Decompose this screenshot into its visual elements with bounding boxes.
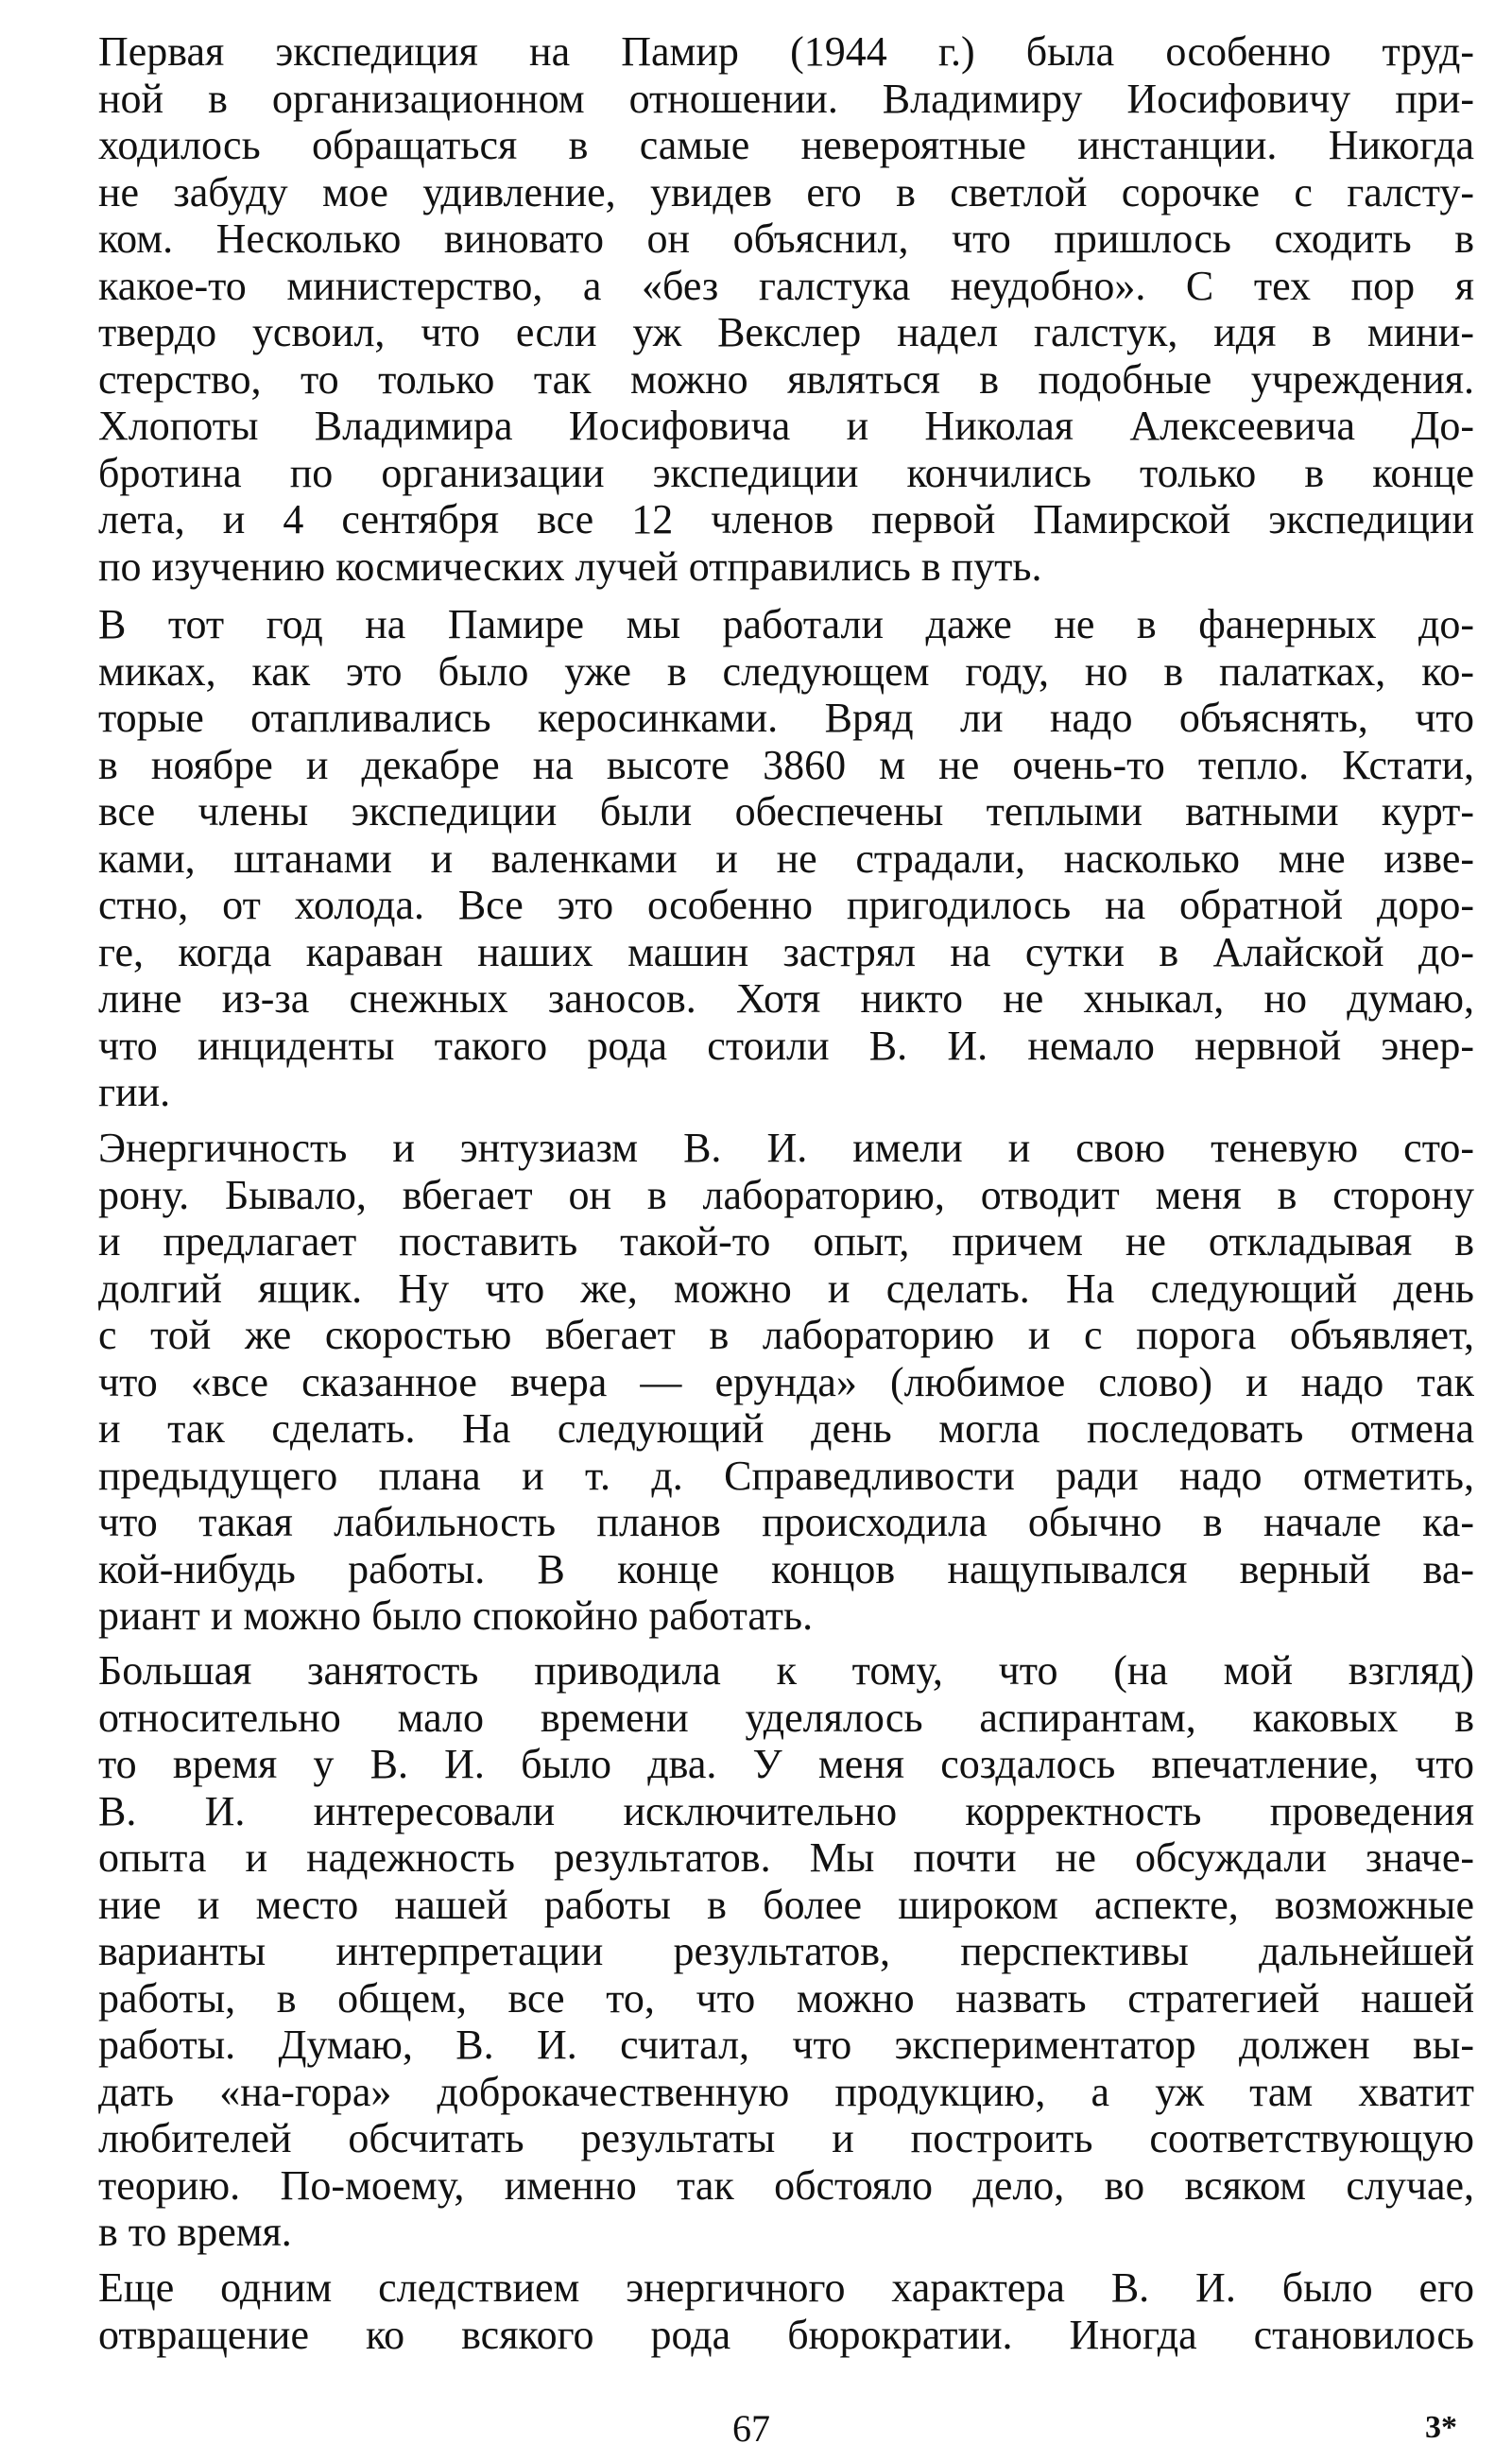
text-line: гии. bbox=[98, 1069, 171, 1115]
text-line: любителей обсчитать результаты и построить соответствующую bbox=[98, 2115, 1474, 2161]
text-line: работы. Думаю, В. И. считал, что экспериментатор должен вы- bbox=[98, 2022, 1474, 2068]
text-line: и предлагает поставить такой-то опыт, причем не откладывая в bbox=[98, 1218, 1474, 1265]
text-line: ние и место нашей работы в более широком аспекте, возможные bbox=[98, 1881, 1474, 1928]
text-line: что такая лабильность планов происходила обычно в начале ка- bbox=[98, 1499, 1474, 1545]
text-line: ной в организационном отношении. Владимиру Иосифовичу при- bbox=[98, 75, 1474, 122]
text-line: по изучению космических лучей отправились в путь. bbox=[98, 542, 1042, 590]
signature-mark: 3* bbox=[1425, 2410, 1457, 2445]
text-line: риант и можно было спокойно работать. bbox=[98, 1592, 814, 1639]
text-line: что инциденты такого рода стоили В. И. немало нервной энер- bbox=[98, 1022, 1474, 1069]
text-line: работы, в общем, все то, что можно назвать стратегией нашей bbox=[98, 1974, 1474, 2022]
text-line: В. И. интересовали исключительно корректность проведения bbox=[98, 1787, 1474, 1834]
text-line: дать «на-гора» доброкачественную продукцию, а уж там хватит bbox=[98, 2068, 1474, 2115]
text-line: что «все сказанное вчера — ерунда» (любимое слово) и надо так bbox=[98, 1358, 1474, 1405]
paragraph bbox=[98, 1647, 1474, 2256]
text-line: с той же скоростью вбегает в лабораторию и с порога объявляет, bbox=[98, 1312, 1474, 1358]
text-line: предыдущего плана и т. д. Справедливости ради надо отметить, bbox=[98, 1452, 1474, 1499]
text-line: в ноябре и декабре на высоте 3860 м не очень-то тепло. Кстати, bbox=[98, 741, 1474, 788]
paragraph bbox=[98, 1125, 1474, 1640]
text-line: относительно мало времени уделялось аспирантам, каковых в bbox=[98, 1694, 1474, 1741]
text-line: Еще одним следствием энергичного характера В. И. было его bbox=[98, 2264, 1474, 2311]
text-line: в то время. bbox=[98, 2209, 292, 2255]
text-line: какое-то министерство, а «без галстука неудобно». С тех пор я bbox=[98, 262, 1474, 309]
text-line: торые отапливались керосинками. Вряд ли надо объяснять, что bbox=[98, 695, 1474, 741]
text-line: Большая занятость приводила к тому, что (на мой взгляд) bbox=[98, 1647, 1474, 1694]
text-line: кой-нибудь работы. В конце концов нащупывался верный ва- bbox=[98, 1545, 1474, 1592]
page-number: 67 bbox=[732, 2407, 770, 2450]
paragraph bbox=[98, 2264, 1474, 2358]
text-line: стно, от холода. Все это особенно пригодилось на обратной доро- bbox=[98, 882, 1474, 928]
text-line: Первая экспедиция на Памир (1944 г.) была особенно труд- bbox=[98, 28, 1474, 75]
text-line: долгий ящик. Ну что же, можно и сделать. На следующий день bbox=[98, 1265, 1474, 1312]
text-line: отвращение ко всякого рода бюрократии. Иногда становилось bbox=[98, 2311, 1474, 2358]
text-line: варианты интерпретации результатов, перспективы дальнейшей bbox=[98, 1928, 1474, 1974]
text-line: ками, штанами и валенками и не страдали, насколько мне изве- bbox=[98, 835, 1474, 882]
text-line: лета, и 4 сентября все 12 членов первой Памирской экспедиции bbox=[98, 496, 1474, 542]
text-line: опыта и надежность результатов. Мы почти не обсуждали значе- bbox=[98, 1834, 1474, 1881]
text-line: ге, когда караван наших машин застрял на сутки в Алайской до- bbox=[98, 928, 1474, 975]
text-line: ходилось обращаться в самые невероятные инстанции. Никогда bbox=[98, 122, 1474, 168]
text-line: рону. Бывало, вбегает он в лабораторию, отводит меня в сторону bbox=[98, 1171, 1474, 1218]
paragraph bbox=[98, 403, 1474, 590]
text-line: Хлопоты Владимира Иосифовича и Николая Алексеевича До- bbox=[98, 403, 1474, 449]
text-line: все члены экспедиции были обеспечены теплыми ватными курт- bbox=[98, 788, 1474, 835]
text-line: твердо усвоил, что если уж Векслер надел галстук, идя в мини- bbox=[98, 309, 1474, 355]
page-footer bbox=[0, 2406, 1512, 2453]
text-line: Энергичность и энтузиазм В. И. имели и свою теневую сто- bbox=[98, 1125, 1474, 1171]
text-line: стерство, то только так можно являться в подобные учреждения. bbox=[98, 355, 1474, 403]
text-line: миках, как это было уже в следующем году, но в палатках, ко- bbox=[98, 647, 1474, 695]
text-line: В тот год на Памире мы работали даже не в фанерных до- bbox=[98, 601, 1474, 647]
text-line: и так сделать. На следующий день могла последовать отмена bbox=[98, 1405, 1474, 1452]
text-line: ком. Несколько виновато он объяснил, что пришлось сходить в bbox=[98, 215, 1474, 262]
paragraph bbox=[98, 28, 1474, 403]
text-line: бротина по организации экспедиции кончились только в конце bbox=[98, 449, 1474, 496]
text-line: теорию. По-моему, именно так обстояло дело, во всяком случае, bbox=[98, 2161, 1474, 2209]
paragraph bbox=[98, 601, 1474, 1116]
text-line: лине из-за снежных заносов. Хотя никто не хныкал, но думаю, bbox=[98, 975, 1474, 1022]
text-line: не забуду мое удивление, увидев его в светлой сорочке с галсту- bbox=[98, 168, 1474, 215]
text-line: то время у В. И. было два. У меня создалось впечатление, что bbox=[98, 1741, 1474, 1787]
